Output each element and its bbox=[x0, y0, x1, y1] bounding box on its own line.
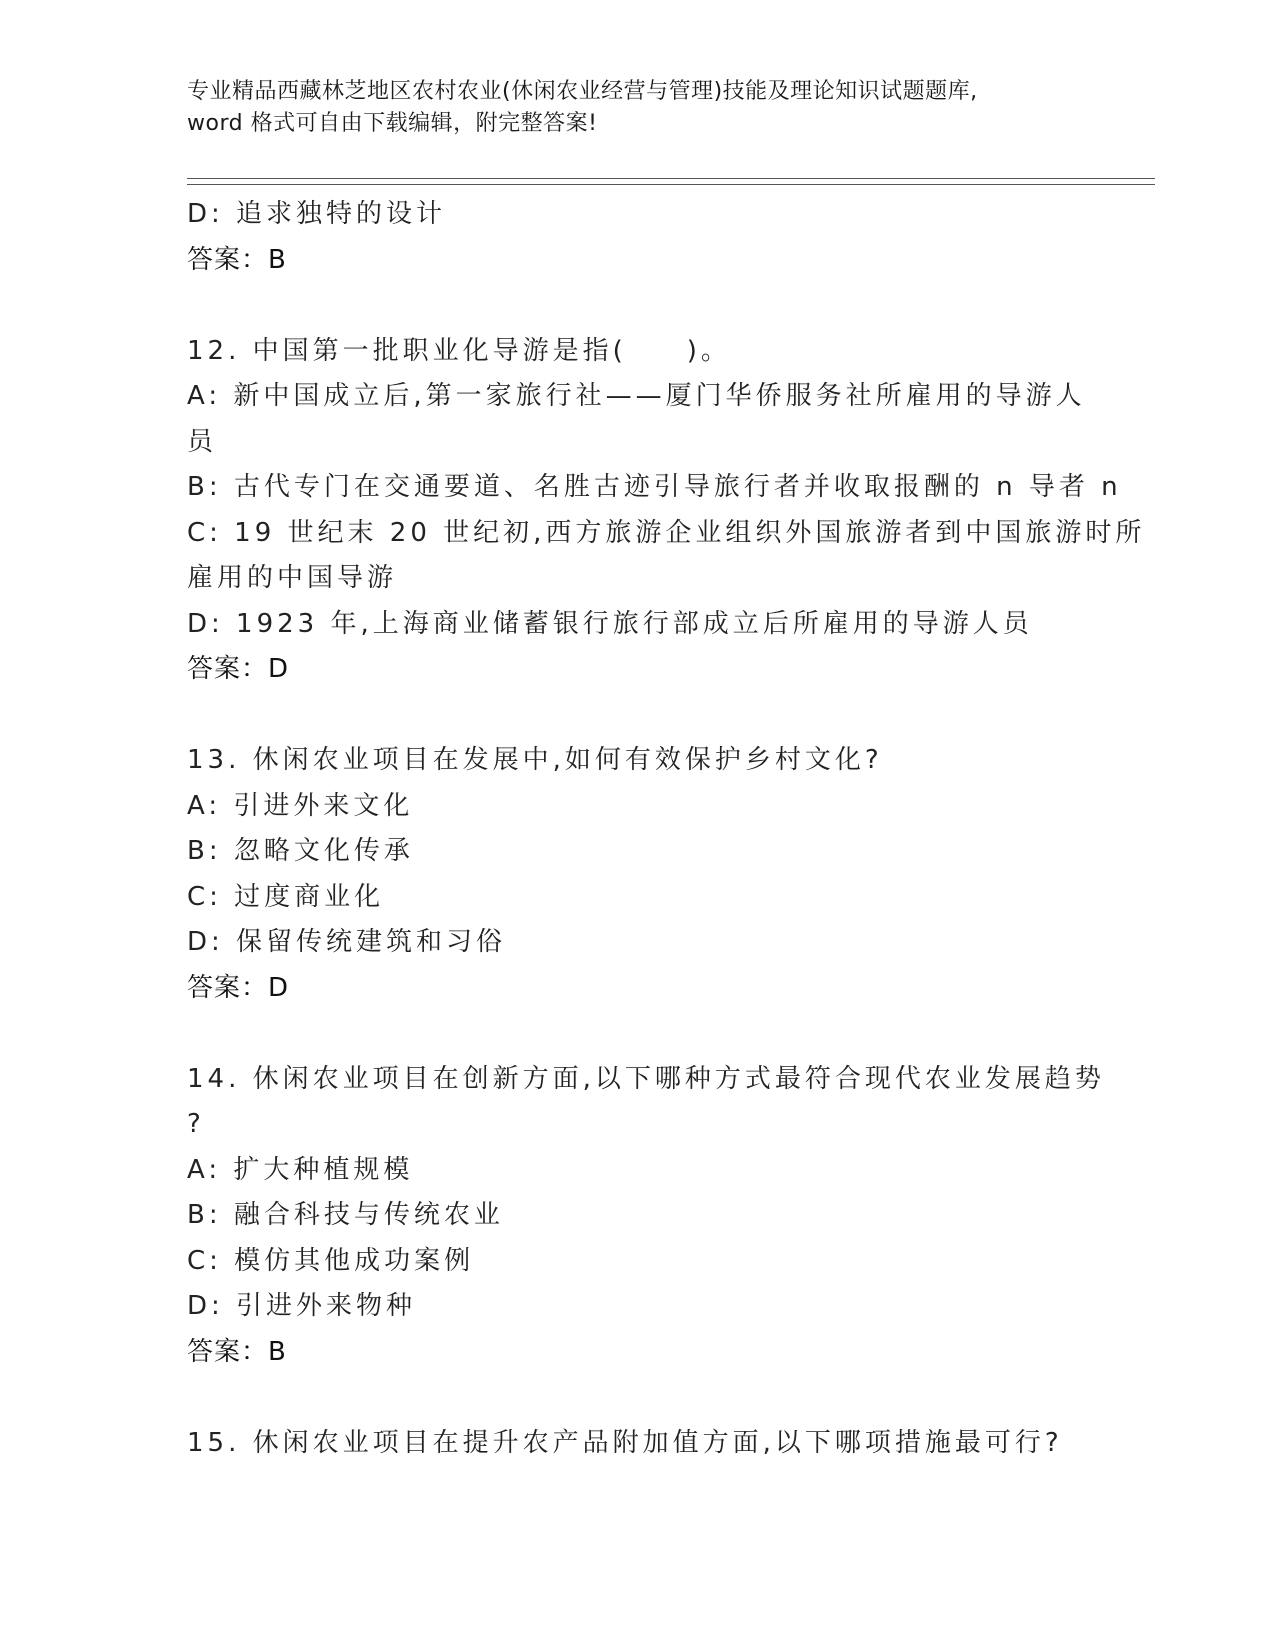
question-11-tail bbox=[187, 192, 1087, 283]
option-a: A: 新中国成立后,第一家旅行社——厦门华侨服务社所雇用的导游人 bbox=[187, 381, 1086, 411]
question-12 bbox=[187, 329, 1146, 693]
option-c: C: 过度商业化 bbox=[187, 881, 385, 912]
option-d: D: 保留传统建筑和习俗 bbox=[187, 927, 507, 957]
question-15 bbox=[187, 1421, 1087, 1467]
option-a-continued: 员 bbox=[187, 426, 218, 457]
question-stem: 12. 中国第一批职业化导游是指( )。 bbox=[187, 335, 731, 366]
answer-label: 答案：B bbox=[187, 244, 287, 275]
answer-label: 答案：B bbox=[187, 1336, 287, 1367]
option-c: C: 19 世纪末 20 世纪初,西方旅游企业组织外国旅游者到中国旅游时所 bbox=[187, 517, 1146, 548]
option-d: D: 引进外来物种 bbox=[187, 1291, 417, 1321]
question-stem-continued: ? bbox=[187, 1109, 205, 1139]
option-b: B: 融合科技与传统农业 bbox=[187, 1200, 504, 1230]
question-stem: 14. 休闲农业项目在创新方面,以下哪种方式最符合现代农业发展趋势 bbox=[187, 1063, 1105, 1094]
spacer bbox=[187, 693, 1087, 739]
option-c: C: 模仿其他成功案例 bbox=[187, 1245, 475, 1276]
spacer bbox=[187, 1011, 1087, 1057]
option-a: A: 引进外来文化 bbox=[187, 790, 414, 821]
question-list bbox=[187, 192, 1146, 1466]
header-divider bbox=[187, 178, 1155, 185]
option-c-continued: 雇用的中国导游 bbox=[187, 563, 398, 593]
question-13 bbox=[187, 738, 1087, 1011]
answer-label: 答案：D bbox=[187, 654, 290, 684]
spacer bbox=[187, 283, 1087, 329]
option-a: A: 扩大种植规模 bbox=[187, 1154, 414, 1185]
answer-label: 答案：D bbox=[187, 972, 290, 1003]
option-b: B: 古代专门在交通要道、名胜古迹引导旅行者并收取报酬的 n 导者 n bbox=[187, 472, 1122, 502]
option-b: B: 忽略文化传承 bbox=[187, 836, 414, 866]
document-header bbox=[187, 76, 1087, 140]
question-14 bbox=[187, 1057, 1105, 1376]
question-stem: 13. 休闲农业项目在发展中,如何有效保护乡村文化? bbox=[187, 745, 883, 775]
spacer bbox=[187, 1375, 1087, 1421]
header-title-line-2: word 格式可自由下载编辑，附完整答案! bbox=[187, 111, 598, 136]
header-title-line-1: 专业精品西藏林芝地区农村农业(休闲农业经营与管理)技能及理论知识试题题库, bbox=[187, 79, 978, 104]
option-d: D: 1923 年,上海商业储蓄银行旅行部成立后所雇用的导游人员 bbox=[187, 608, 1033, 639]
option-d: D: 追求独特的设计 bbox=[187, 199, 447, 229]
question-stem: 15. 休闲农业项目在提升农产品附加值方面,以下哪项措施最可行? bbox=[187, 1427, 1063, 1458]
